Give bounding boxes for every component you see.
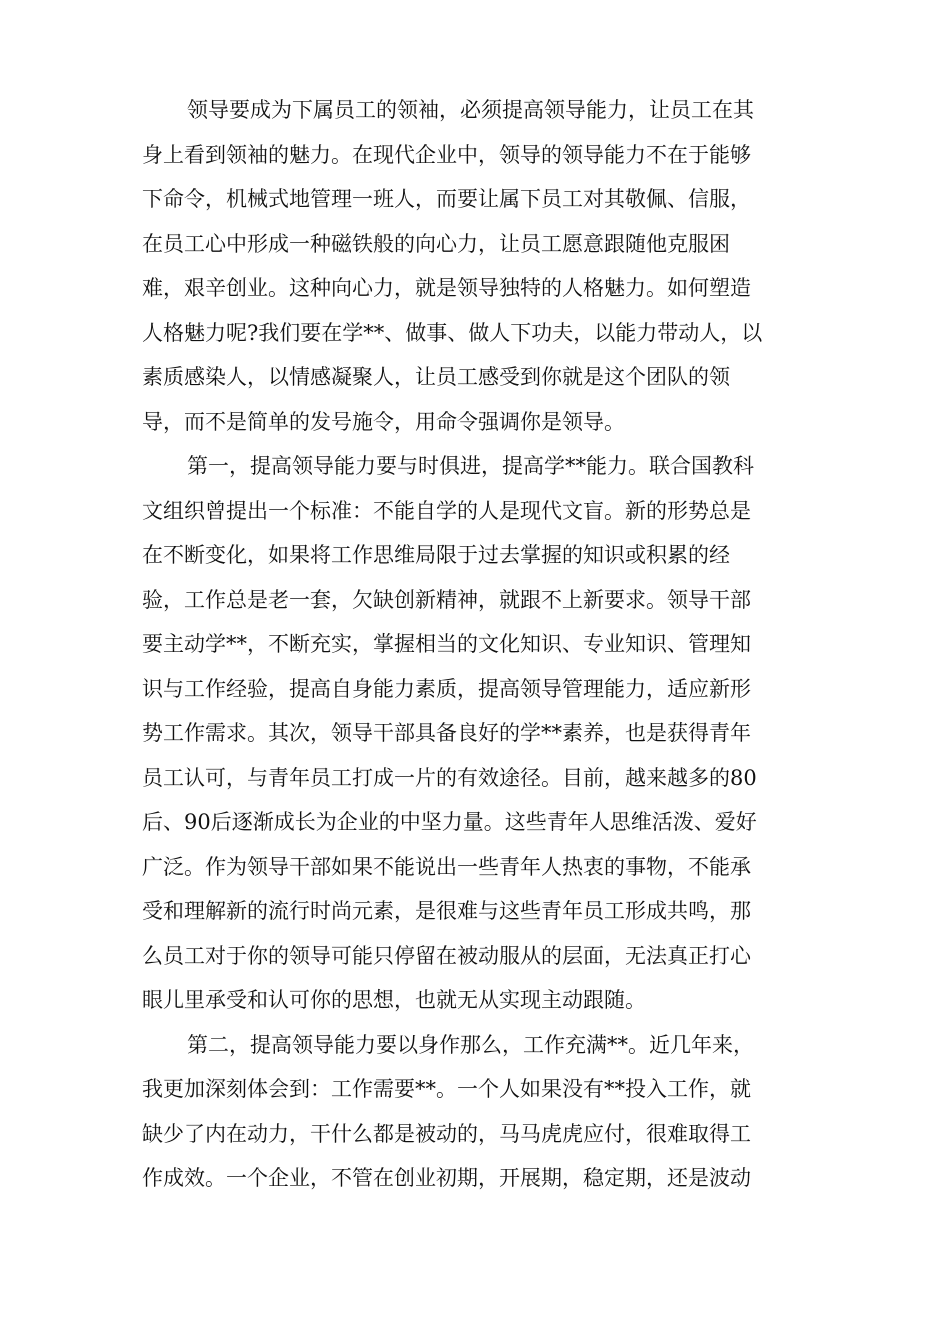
text-line: 作成效。一个企业，不管在创业初期，开展期，稳定期，还是波动 xyxy=(142,1166,751,1190)
text-line: 员工认可，与青年员工打成一片的有效途径。目前，越来越多的80 xyxy=(142,765,757,790)
text-line: 人格魅力呢?我们要在学**、做事、做人下功夫，以能力带动人，以 xyxy=(142,320,763,345)
text-line: 在员工心中形成一种磁铁般的向心力，让员工愿意跟随他克服困 xyxy=(142,231,730,256)
text-line: 眼儿里承受和认可你的思想，也就无从实现主动跟随。 xyxy=(142,988,646,1012)
document-body xyxy=(142,88,812,1201)
text-line: 广泛。作为领导干部如果不能说出一些青年人热衷的事物，不能承 xyxy=(142,854,751,879)
text-line: 领导要成为下属员工的领袖，必须提高领导能力，让员工在其 xyxy=(187,98,754,122)
text-line: 身上看到领袖的魅力。在现代企业中，领导的领导能力不在于能够 xyxy=(142,142,751,167)
text-line: 势工作需求。其次，领导干部具备良好的学**素养，也是获得青年 xyxy=(142,721,751,745)
text-line: 文组织曾提出一个标准：不能自学的人是现代文盲。新的形势总是 xyxy=(142,498,751,523)
text-line: 缺少了内在动力，干什么都是被动的，马马虎虎应付，很难取得工 xyxy=(142,1121,751,1146)
text-line: 素质感染人，以情感凝聚人，让员工感受到你就是这个团队的领 xyxy=(142,365,730,389)
text-line: 要主动学**，不断充实，掌握相当的文化知识、专业知识、管理知 xyxy=(142,632,751,656)
text-line: 导，而不是简单的发号施令，用命令强调你是领导。 xyxy=(142,409,625,434)
text-line: 难，艰辛创业。这种向心力，就是领导独特的人格魅力。如何塑造 xyxy=(142,276,751,300)
text-line: 第一，提高领导能力要与时俱进，提高学**能力。联合国教科 xyxy=(187,454,754,478)
text-line: 受和理解新的流行时尚元素，是很难与这些青年员工形成共鸣，那 xyxy=(142,899,751,923)
text-line: 第二，提高领导能力要以身作那么，工作充满**。近几年来， xyxy=(187,1032,754,1057)
text-line: 我更加深刻体会到：工作需要**。一个人如果没有**投入工作，就 xyxy=(142,1077,751,1101)
paragraph-1 xyxy=(142,88,812,444)
text-line: 后、90后逐渐成长为企业的中坚力量。这些青年人思维活泼、爱好 xyxy=(142,810,757,834)
text-line: 验，工作总是老一套，欠缺创新精神，就跟不上新要求。领导干部 xyxy=(142,587,751,612)
text-line: 下命令，机械式地管理一班人，而要让属下员工对其敬佩、信服， xyxy=(142,187,751,211)
text-line: 在不断变化，如果将工作思维局限于过去掌握的知识或积累的经 xyxy=(142,543,730,567)
paragraph-2 xyxy=(142,444,812,1023)
paragraph-3 xyxy=(142,1023,812,1201)
text-line: 么员工对于你的领导可能只停留在被动服从的层面，无法真正打心 xyxy=(142,943,751,968)
text-line: 识与工作经验，提高自身能力素质，提高领导管理能力，适应新形 xyxy=(142,676,751,701)
